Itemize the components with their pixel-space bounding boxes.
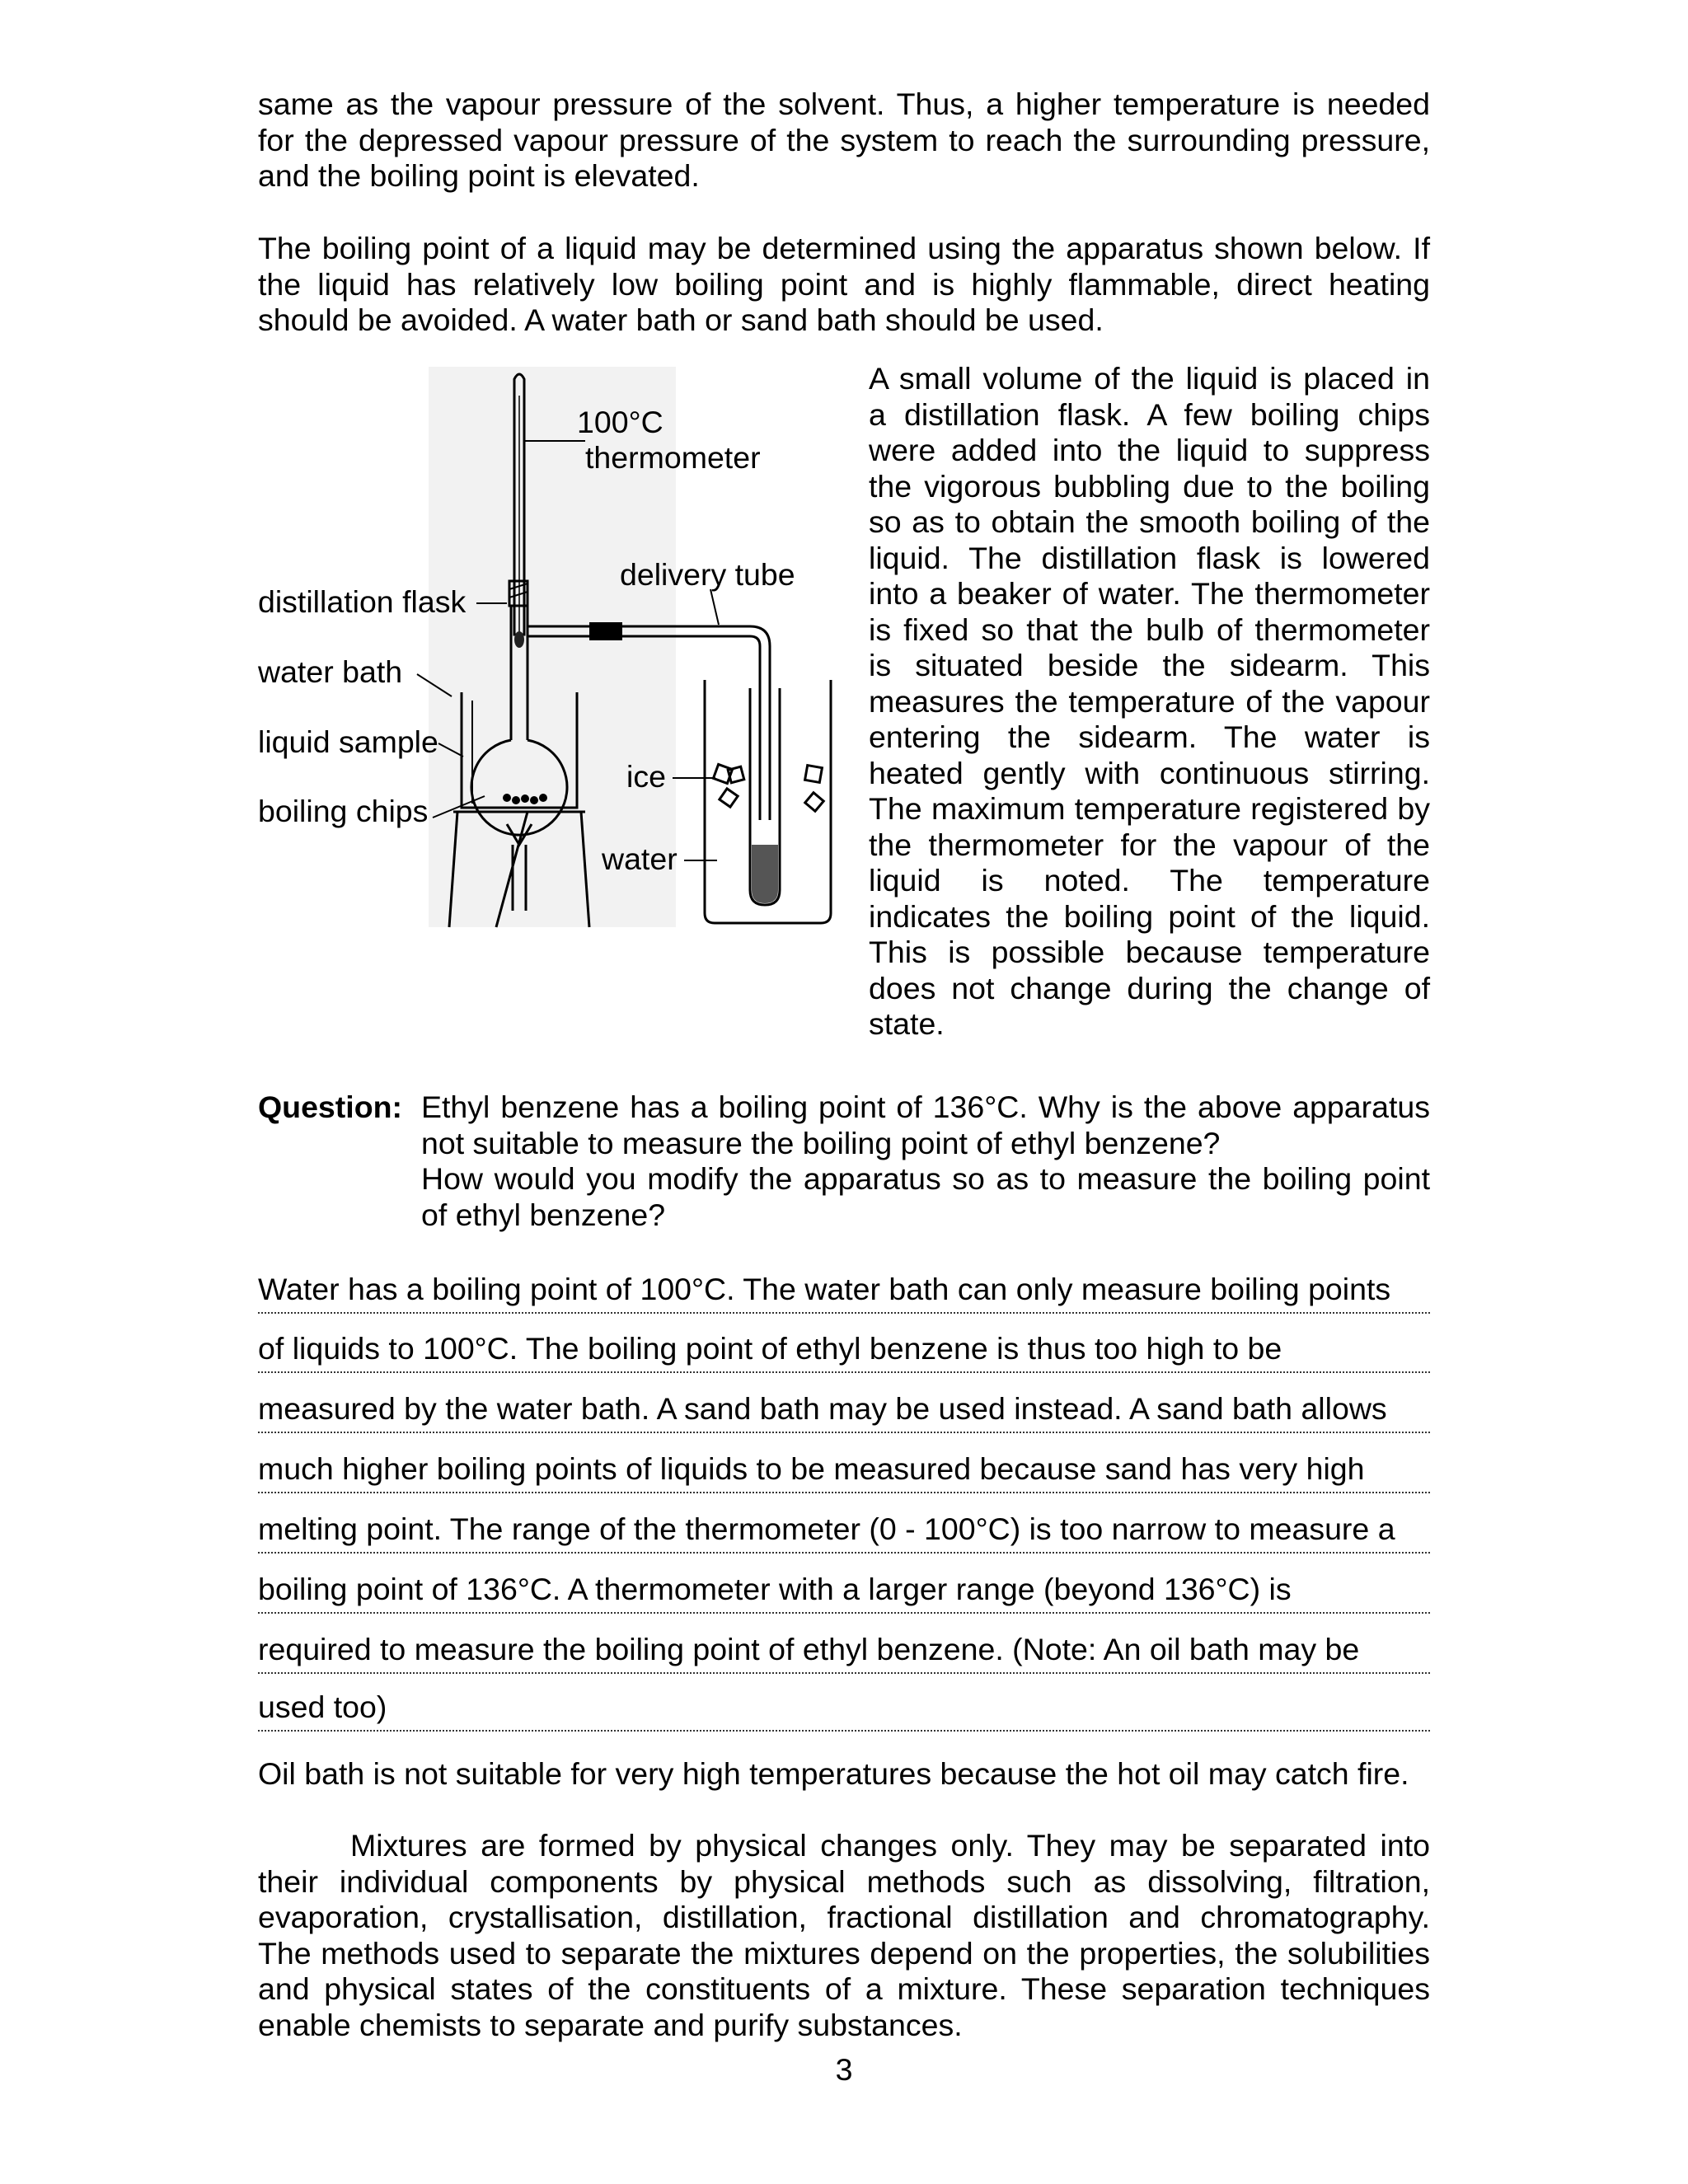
text-line: Mixtures are formed by physical changes only. They may be separated into bbox=[350, 1828, 1430, 1863]
question-text bbox=[421, 1090, 1430, 1233]
oil-bath-note: Oil bath is not suitable for very high temperatures because the hot oil may catch fire. bbox=[258, 1756, 1409, 1791]
text-line: and physical states of the constituents of a mixture. These separation techniques bbox=[258, 1971, 1430, 2006]
answer-line: of liquids to 100°C. The boiling point of ethyl benzene is thus too high to be bbox=[258, 1325, 1430, 1373]
distillate bbox=[752, 845, 778, 903]
text-line: of ethyl benzene? bbox=[421, 1197, 666, 1232]
procedure-paragraph bbox=[869, 361, 1430, 1043]
answer-line: used too) bbox=[258, 1684, 1430, 1732]
text-line: the liquid has relatively low boiling point and is highly flammable, direct heating bbox=[258, 266, 1430, 302]
answer-line: Water has a boiling point of 100°C. The water bath can only measure boiling points bbox=[258, 1266, 1430, 1314]
boiling-chips-label: boiling chips bbox=[258, 794, 429, 828]
text-line: liquid. The distillation flask is lowered bbox=[869, 540, 1430, 575]
liquid-sample-label: liquid sample bbox=[258, 724, 438, 759]
answer-line: much higher boiling points of liquids to be measured because sand has very high bbox=[258, 1446, 1430, 1493]
ice-cube bbox=[805, 793, 824, 812]
text-line: liquid is noted. The temperature bbox=[869, 863, 1430, 898]
water-bath-label: water bath bbox=[258, 654, 403, 689]
answer-line: measured by the water bath. A sand bath may be used instead. A sand bath allows bbox=[258, 1385, 1430, 1433]
text-line: indicates the boiling point of the liquid. bbox=[869, 898, 1430, 934]
text-line: same as the vapour pressure of the solvent. Thus, a higher temperature is needed bbox=[258, 87, 1430, 121]
text-line: The maximum temperature registered by bbox=[869, 791, 1430, 826]
distillation-flask-label: distillation flask bbox=[258, 584, 467, 619]
ice-cube bbox=[805, 766, 823, 783]
text-line: the vigorous bubbling due to the boiling bbox=[869, 468, 1430, 504]
text-line: into a beaker of water. The thermometer bbox=[869, 576, 1430, 611]
rubber-connector bbox=[589, 622, 622, 640]
text-line: is situated beside the sidearm. This bbox=[869, 648, 1430, 682]
answer-line: required to measure the boiling point of ethyl benzene. (Note: An oil bath may be bbox=[258, 1626, 1430, 1674]
text-line: their individual components by physical methods such as dissolving, filtration, bbox=[258, 1863, 1430, 1899]
text-line: A small volume of the liquid is placed in bbox=[869, 361, 1430, 396]
text-line: measures the temperature of the vapour bbox=[869, 683, 1430, 719]
text-line: should be avoided. A water bath or sand bath should be used. bbox=[258, 302, 1104, 337]
text-line: the thermometer for the vapour of the bbox=[869, 827, 1430, 862]
water-label: water bbox=[602, 841, 678, 876]
delivery-tube-label: delivery tube bbox=[620, 557, 795, 592]
thermometer-label: 100°C bbox=[577, 405, 663, 439]
page-number: 3 bbox=[835, 2052, 853, 2087]
text-line: for the depressed vapour pressure of the system to reach the surrounding pressure, bbox=[258, 122, 1430, 157]
text-line: Ethyl benzene has a boiling point of 136°C. Why is the above apparatus bbox=[421, 1090, 1430, 1124]
text-line: state. bbox=[869, 1006, 945, 1041]
text-line: entering the sidearm. The water is bbox=[869, 719, 1430, 754]
text-line: evaporation, crystallisation, distillation, fractional distillation and chromatography. bbox=[258, 1900, 1430, 1934]
apparatus-intro-paragraph bbox=[258, 231, 1430, 339]
text-line: How would you modify the apparatus so as to measure the boiling point bbox=[421, 1161, 1430, 1196]
answer-line: melting point. The range of the thermometer (0 - 100°C) is too narrow to measure a bbox=[258, 1506, 1430, 1554]
text-line: so as to obtain the smooth boiling of the bbox=[869, 504, 1430, 539]
text-line: does not change during the change of bbox=[869, 970, 1430, 1005]
question-label: Question: bbox=[258, 1090, 402, 1124]
text-line: This is possible because temperature bbox=[869, 935, 1430, 969]
text-line: heated gently with continuous stirring. bbox=[869, 755, 1430, 790]
distillation-apparatus-figure bbox=[256, 363, 837, 940]
mixtures-paragraph bbox=[258, 1828, 1430, 2043]
text-line: and the boiling point is elevated. bbox=[258, 158, 700, 193]
text-line: is fixed so that the bulb of thermometer bbox=[869, 612, 1430, 647]
text-line: were added into the liquid to suppress bbox=[869, 433, 1430, 467]
intro-paragraph bbox=[258, 87, 1430, 194]
thermometer-label: thermometer bbox=[585, 440, 761, 475]
leader-line bbox=[710, 589, 719, 625]
ice-cube bbox=[728, 766, 744, 783]
text-line: The boiling point of a liquid may be determined using the apparatus shown below. If bbox=[258, 231, 1430, 265]
answer-line: boiling point of 136°C. A thermometer with a larger range (beyond 136°C) is bbox=[258, 1566, 1430, 1614]
text-line: not suitable to measure the boiling point of ethyl benzene? bbox=[421, 1125, 1221, 1160]
text-line: enable chemists to separate and purify substances. bbox=[258, 2007, 963, 2042]
ice-cube bbox=[720, 789, 738, 807]
text-line: The methods used to separate the mixtures depend on the properties, the solubilities bbox=[258, 1935, 1430, 1971]
delivery-tube-inner bbox=[750, 636, 760, 820]
thermometer-bulb bbox=[514, 631, 524, 648]
ice-label: ice bbox=[626, 759, 666, 794]
text-line: a distillation flask. A few boiling chips bbox=[869, 396, 1430, 432]
apparatus-diagram bbox=[256, 363, 837, 940]
